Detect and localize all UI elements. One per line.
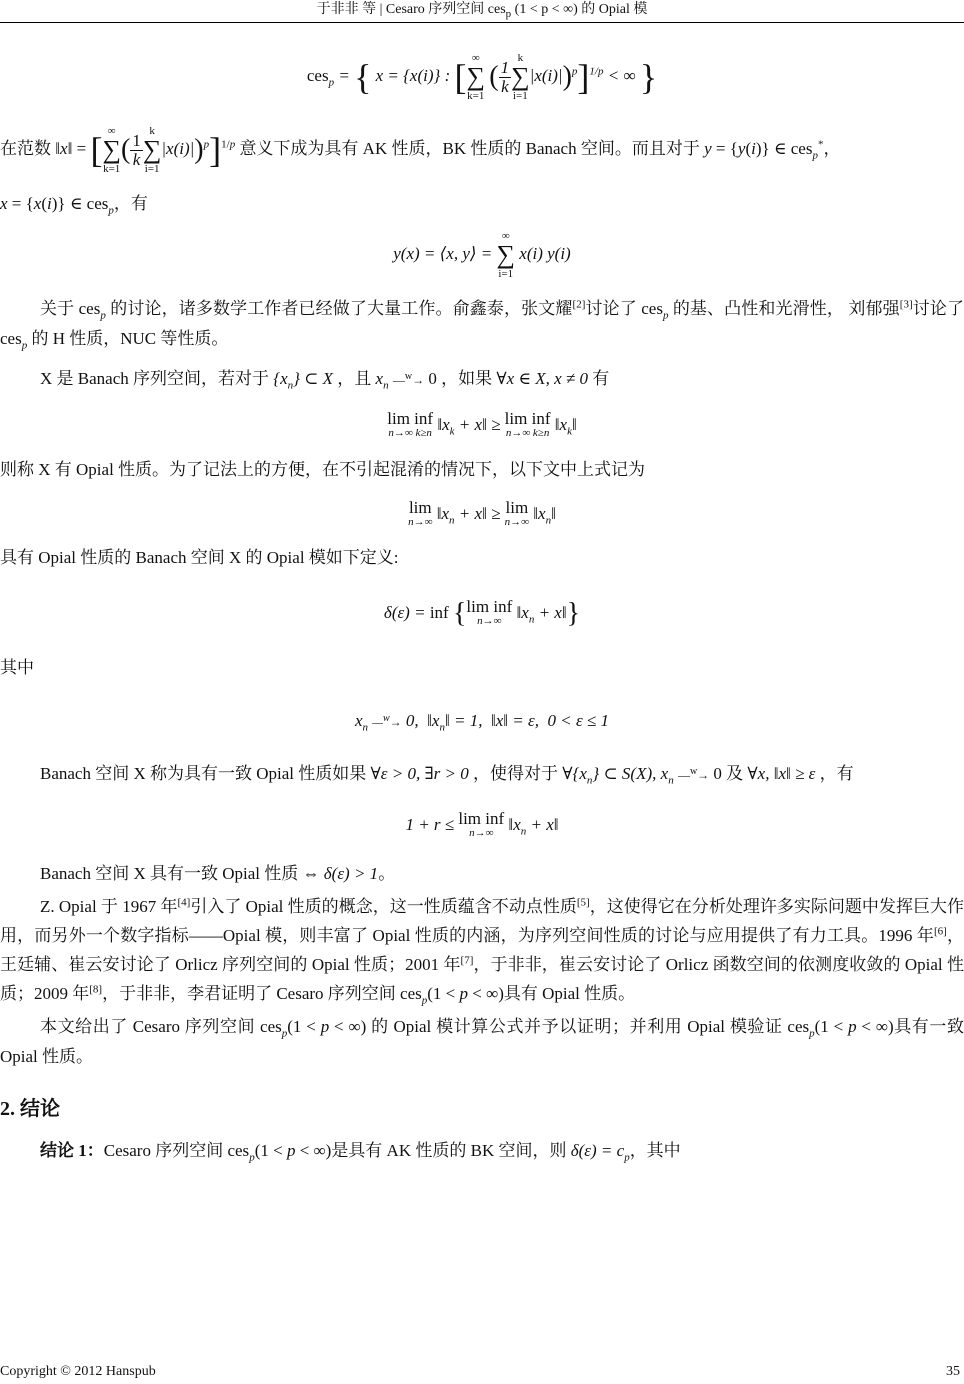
text-p1c: ， (823, 139, 841, 158)
text-p1a: 在范数 (0, 139, 51, 158)
text-p3d: 有 (592, 369, 610, 388)
paragraph-opial-def: X 是 Banach 序列空间，若对于 $\{x_n\}$ ⊂ X ，且 $x_n$ —$^w$→ 0 ，如果 ∀x ∈ X, x ≠ 0 有 (40, 369, 610, 392)
running-head (0, 0, 964, 23)
ref-6: [6] (934, 925, 947, 938)
text-p8b: 。 (378, 864, 396, 883)
equation-opial-lim: lim n→∞ $‖x_n$ + x‖ ≥ lim n→∞ $‖x_n‖$ (408, 498, 556, 529)
paragraph-conclusion-1: 结论 1：Cesaro 序列空间 ces$_p$(1 < p < ∞)是具有 AK 性质的 BK 空间，则 $\delta(\varepsilon) = c_p$，其中 (40, 1141, 681, 1164)
ref-3: [3] (899, 298, 913, 311)
text-p9b: 引入了 Opial 性质的概念，这一性质蕴含不动点性质 (190, 897, 577, 916)
ref-4: [4] (177, 896, 191, 909)
text-p9c: ，这使得它在分析处理许多实际问题中发挥巨大作用，而另外一个数字指标——Opial 模，则丰富了 Opial 性质的内涵，为序列空间性质的讨论与应用提供了有力工具。1996 年 (0, 897, 964, 945)
text-p2d: 的基、凸性和光滑性， (672, 299, 845, 318)
running-head-sub: p (505, 7, 512, 20)
text-p3c: ，如果 (441, 369, 493, 388)
running-head-tail: (1 < p < ∞) 的 Opial 模 (514, 2, 648, 17)
equation-opial-modulus: δ(ε) = inf { lim inf n→∞ $‖x_n$ + x‖} (383, 597, 581, 630)
text-p5: 具有 Opial 性质的 Banach 空间 X 的 Opial 模如下定义: (0, 548, 399, 567)
equation-ces-definition: ces$_p$ = { x = {x(i)} : [ ∞ ∑ k=1 ( $\frac{1}{k}$ k ∑ i=1 |x(i)|)$^p$]$^{1/p}$ < ∞ } (306, 52, 658, 103)
text-p2e: 刘郁强 (848, 299, 900, 318)
text-p2c: 讨论了 ces (585, 299, 663, 318)
text-p6: 其中 (0, 658, 34, 677)
text-p7c: 及 (726, 764, 744, 783)
conclusion-label: 结论 1： (40, 1141, 104, 1160)
text-p7b: ，使得对于 (473, 764, 559, 783)
text-p3b: ，且 (337, 369, 372, 388)
equation-uniform-opial: 1 + r ≤ lim inf n→∞ $‖x_n$ + x‖ (405, 809, 559, 840)
text-p9f: ，于非非，李君证明了 Cesaro 序列空间 (102, 984, 396, 1003)
text-p1d: ，有 (113, 194, 148, 214)
paragraph-notation (0, 455, 964, 485)
text-p2: 关于 ces (40, 299, 101, 318)
text-p9g: 具有 Opial 性质。 (503, 984, 636, 1003)
paragraph-background: 关于 ces$_p$ 的讨论，诸多数学工作者已经做了大量工作。俞鑫泰，张文耀[2]讨论了 ces$_p$ 的基、凸性和光滑性， 刘郁强[3]讨论了 ces$_p$ 的 H 性质，NUC 等性质。 (0, 298, 964, 352)
paragraph-norm: 在范数 ‖x‖ = [ ∞ ∑ k=1 ( $\frac{1}{k}$ k ∑ i=1 |x(i)|)$^p$]$^{1/p}$ 意义下成为具有 AK 性质，BK 性质的 Banach 空间。而且对于 y = {y(i)} ∈ ces$_p$*， x = {x(i)} ∈ ces$_p$，有 (0, 125, 841, 217)
text-p2b: 的讨论，诸多数学工作者已经做了大量工作。俞鑫泰，张文耀 (110, 299, 573, 318)
equation-conditions: $x_n$ —$^w$→ 0, $‖x_n‖ = 1$, ‖x‖ = ε, 0 < ε ≤ 1 (355, 711, 609, 734)
text-conc-b: 是具有 AK 性质的 BK 空间，则 (331, 1141, 567, 1160)
paragraph-uniform-opial: Banach 空间 X 称为具有一致 Opial 性质如果 ∀ε > 0, ∃r > 0 ，使得对于 $\forall\{x_n\}$ ⊂ S(X), $x_n$ —$^w$→ 0 及 ∀x, ‖x‖ ≥ ε ，有 (40, 764, 854, 787)
text-p3a: X 是 Banach 序列空间，若对于 (40, 369, 270, 388)
ref-5: [5] (576, 896, 590, 909)
paragraph-where (0, 653, 964, 683)
text-p2f: 讨论了 ces (0, 299, 964, 348)
text-p2g: 的 H 性质，NUC 等性质。 (31, 329, 229, 348)
text-p10a: 本文给出了 Cesaro 序列空间 (40, 1017, 256, 1036)
page-number: 35 (946, 1364, 960, 1379)
paragraph-contribution: 本文给出了 Cesaro 序列空间 ces$_p$(1 < p < ∞) 的 Opial 模计算公式并予以证明；并利用 Opial 模验证 ces$_p$(1 < p < ∞)具有一致 Opial 性质。 (0, 1017, 964, 1066)
ref-7: [7] (460, 954, 474, 967)
page-footer (0, 1360, 964, 1384)
text-p1b: 意义下成为具有 AK 性质，BK 性质的 Banach 空间。而且对于 (239, 139, 700, 158)
text-p7a: Banach 空间 X 称为具有一致 Opial 性质如果 (40, 764, 367, 783)
text-p7d: ，有 (819, 764, 854, 783)
ref-8: [8] (89, 983, 103, 996)
text-p10b: 的 Opial 模计算公式并予以证明；并利用 Opial 模验证 (371, 1017, 783, 1036)
text-p10c: 具有一致 Opial 性质。 (0, 1017, 964, 1066)
text-p9e: ，于非非，崔云安讨论了 Orlicz 函数空间的依测度收敛的 Opial 性质；2009 年 (0, 955, 964, 1003)
text-p9d: ，王廷辅、崔云安讨论了 Orlicz 序列空间的 Opial 性质；2001 年 (0, 926, 964, 974)
text-p8a: Banach 空间 X 具有一致 Opial 性质 (40, 864, 299, 883)
paragraph-history: Z. Opial 于 1967 年[4]引入了 Opial 性质的概念，这一性质蕴含不动点性质[5]，这使得它在分析处理许多实际问题中发挥巨大作用，而另外一个数字指标——Opial 模，则丰富了 Opial 性质的内涵，为序列空间性质的讨论与应用提供了有力工具。1996 年[6]，王廷辅、崔云安讨论了 Orlicz 序列空间的 Opial 性质；2001 年[7]，于非非，崔云安讨论了 Orlicz 函数空间的依测度收敛的 Opial 性质；2009 年[8]，于非非，李君证明了 Cesaro 序列空间 ces$_p$(1 < p < ∞)具有 Opial 性质。 (0, 896, 964, 1007)
page-body (0, 30, 964, 1166)
ref-2: [2] (572, 298, 586, 311)
text-conc-c: ，其中 (629, 1141, 681, 1160)
section-title: 2. 结论 (0, 1098, 60, 1120)
text-conc-a: Cesaro 序列空间 (103, 1141, 224, 1160)
equation-dual-pairing: y(x) = ⟨x, y⟩ = ∞ ∑ i=1 x(i) y(i) (393, 230, 571, 281)
running-head-text: 于非非 等 | Cesaro 序列空间 ces (316, 2, 506, 17)
text-p4: 则称 X 有 Opial 性质。为了记法上的方便，在不引起混淆的情况下，以下文中上式记为 (0, 460, 646, 479)
equation-opial-liminf: lim inf n→∞ k≥n $‖x_k$ + x‖ ≥ lim inf n→∞ k≥n $‖x_k‖$ (387, 409, 577, 440)
paragraph-opial-modulus-intro (0, 543, 964, 573)
text-p9a: Z. Opial 于 1967 年 (40, 897, 178, 916)
copyright-text: Copyright © 2012 Hanspub (0, 1364, 156, 1379)
paragraph-equivalence: Banach 空间 X 具有一致 Opial 性质 ⇔ δ(ε) > 1。 (40, 864, 396, 883)
